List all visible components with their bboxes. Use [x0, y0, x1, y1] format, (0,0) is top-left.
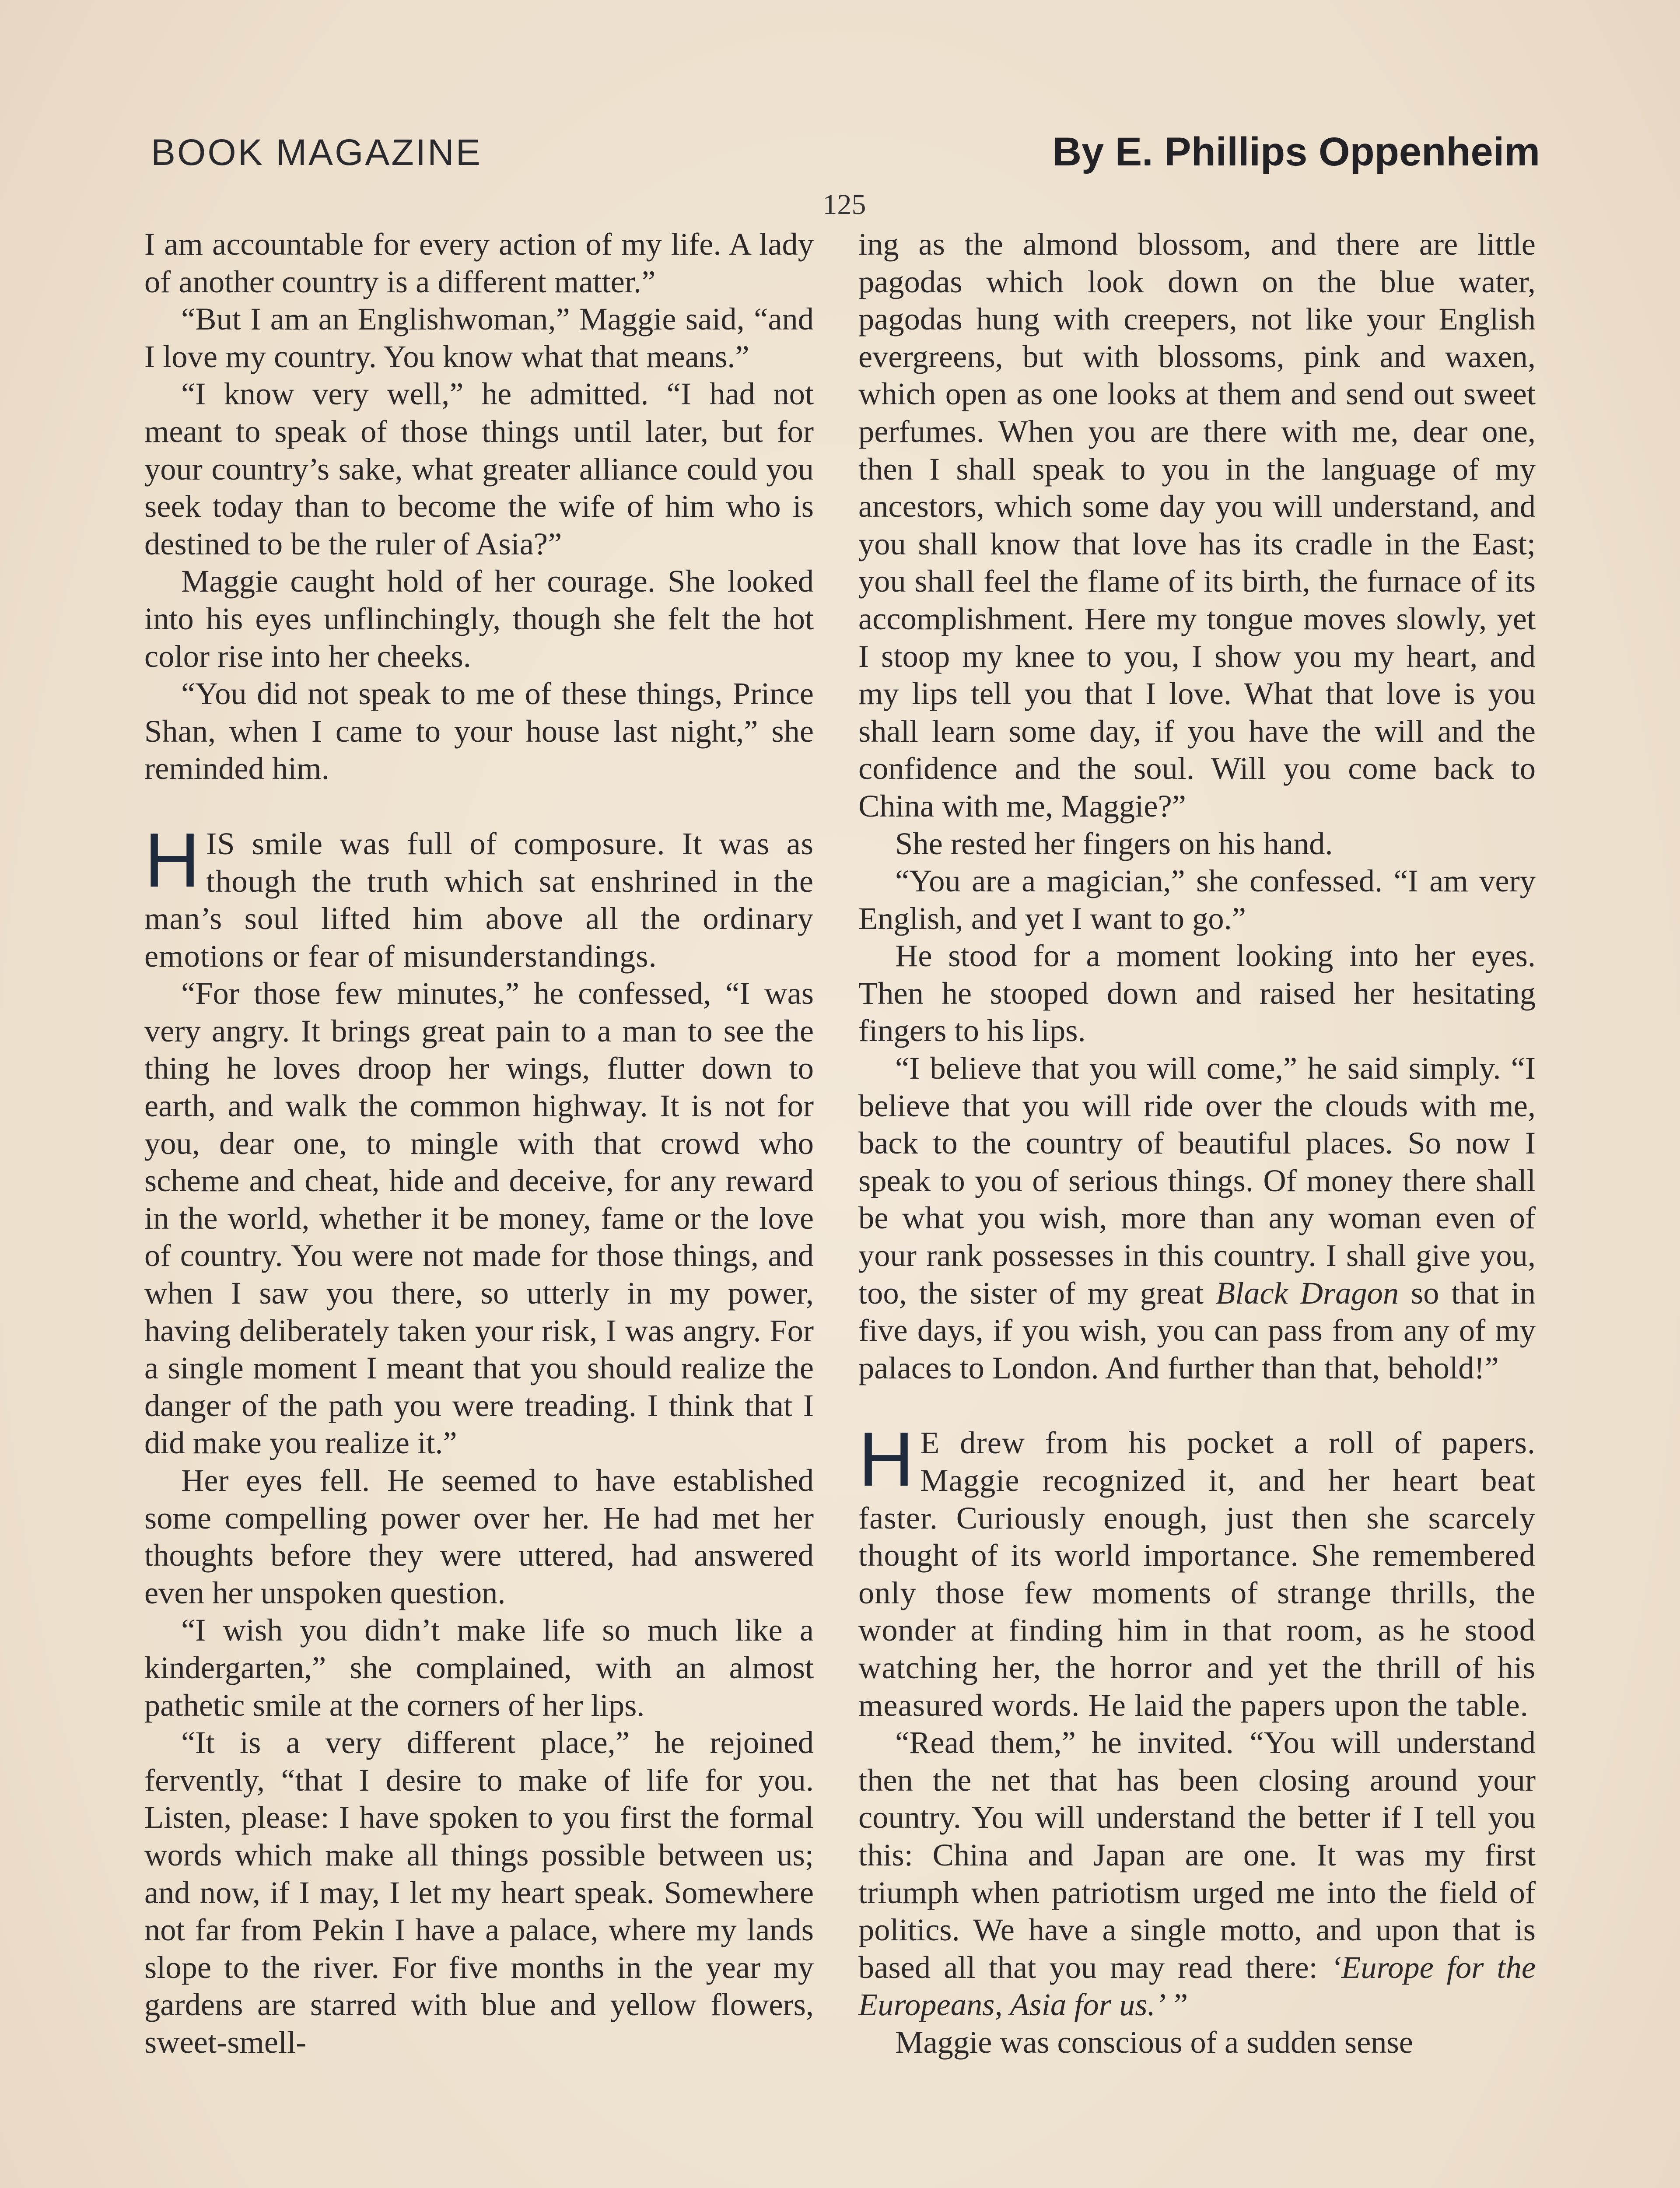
section-paragraph: [144, 817, 814, 975]
paragraph: Maggie was conscious of a sudden sense: [895, 2024, 1413, 2060]
paragraph-text: “I believe that you will come,” he said simply. “I believe that you will ride over the clouds with me, back to the country of beautiful places. So now I speak to you of serious things. Of money there shall be what you wish, more than any woman even of your rank possesses in this country. I shall give you, too, the sister of my great: [858, 1050, 1536, 1311]
page-number: 125: [822, 189, 866, 221]
paragraph-text: IS smile was full of composure. It was as though the truth which sat enshrined in the man’s soul lifted him above all the ordinary emotions or fear of misunderstandings.: [144, 825, 814, 974]
paragraph: [858, 1049, 1536, 1386]
paragraph: “I wish you didn’t make life so much like a kindergarten,” she complained, with an almost pathetic smile at the corners of her lips.: [144, 1612, 814, 1723]
magazine-title: BOOK MAGAZINE: [151, 132, 482, 173]
paragraph: ing as the almond blossom, and there are little pagodas which look down on the blue water, pagodas hung with creepers, not like your English evergreens, but with blossoms, pink and waxen, which open as one looks at them and send out sweet perfumes. When you are there with me, dear one, then I shall speak to you in the language of my ancestors, which some day you will understand, and you shall know that love has its cradle in the East; you shall feel the flame of its birth, the furnace of its accomplishment. Here my tongue moves slowly, yet I stoop my knee to you, I show you my heart, and my lips tell you that I love. What that love is you shall learn some day, if you have the will and the confidence and the soul. Will you come back to China with me, Maggie?”: [858, 226, 1536, 824]
paragraph: “You are a magician,” she confessed. “I am very English, and yet I want to go.”: [858, 863, 1536, 936]
paragraph: “For those few minutes,” he confessed, “I was very angry. It brings great pain to a man to see the thing he loves droop her wings, flutter down to earth, and walk the common highway. It is not for you, dear one, to mingle with that crowd who scheme and cheat, hide and deceive, for any reward in the world, whether it be money, fame or the love of country. You were not made for those things, and when I saw you there, so utterly in my power, having deliberately taken your risk, I was angry. For a single moment I meant that you should realize the danger of the path you were treading. I think that I did make you realize it.”: [144, 975, 814, 1461]
paragraph: Maggie caught hold of her courage. She looked into his eyes unflinchingly, though she felt the hot color rise into her cheeks.: [144, 563, 814, 674]
closing-quote: ”: [1174, 1987, 1188, 2023]
paragraph: “It is a very different place,” he rejoined fervently, “that I desire to make of life for you. Listen, please: I have spoken to you first the formal words which make all things possible between us; and now, if I may, I let my heart speak. Somewhere not far from Pekin I have a palace, where my lands slope to the river. For five months in the year my gardens are starred with blue and yellow flowers, sweet-smell-: [144, 1725, 814, 2060]
paragraph-text: E drew from his pocket a roll of papers. Maggie recognized it, and her heart beat faster. Curiously enough, just then she scarcely thought of its world importance. She remembered only those few moments of strange thrills, the wonder at finding him in that room, as he stood watching her, the horror and yet the thrill of his measured words. He laid the papers upon the table.: [858, 1425, 1536, 1723]
right-column: [858, 225, 1536, 2061]
paragraph: He stood for a moment looking into her eyes. Then he stooped down and raised her hesitating fingers to his lips.: [858, 938, 1536, 1048]
paragraph: [858, 1724, 1536, 2023]
paragraph-text: “Read them,” he invited. “You will understand then the net that has been closing around your country. You will understand the better if I tell you this: China and Japan are one. It was my first triumph when patriotism urged me into the field of politics. We have a single motto, and upon that is based all that you may read there:: [858, 1725, 1536, 1985]
section-paragraph: [858, 1417, 1536, 1724]
paragraph: “You did not speak to me of these things, Prince Shan, when I came to your house last night,” she reminded him.: [144, 676, 814, 786]
paragraph: Her eyes fell. He seemed to have established some compelling power over her. He had met her thoughts before they were uttered, had answered even her unspoken question.: [144, 1462, 814, 1610]
italic-motto: ‘Europe for the Europeans, Asia for us.’: [858, 1949, 1536, 2023]
paragraph: She rested her fingers on his hand.: [895, 825, 1333, 861]
paragraph-text: so that in five days, if you wish, you can pass from any of my palaces to London. And further than that, behold!”: [858, 1275, 1536, 1385]
paragraph: “But I am an Englishwoman,” Maggie said, “and I love my country. You know what that means.”: [144, 301, 814, 374]
italic-title: Black Dragon: [1215, 1275, 1399, 1311]
drop-cap: H: [144, 817, 200, 903]
paragraph: I am accountable for every action of my life. A lady of another country is a different matter.”: [144, 226, 814, 299]
author-byline: By E. Phillips Oppenheim: [1052, 130, 1540, 174]
drop-cap: H: [858, 1417, 914, 1503]
left-column: [144, 225, 814, 2061]
paragraph: “I know very well,” he admitted. “I had not meant to speak of those things until later, but for your country’s sake, what greater alliance could you seek today than to become the wife of him who is destined to be the ruler of Asia?”: [144, 376, 814, 561]
